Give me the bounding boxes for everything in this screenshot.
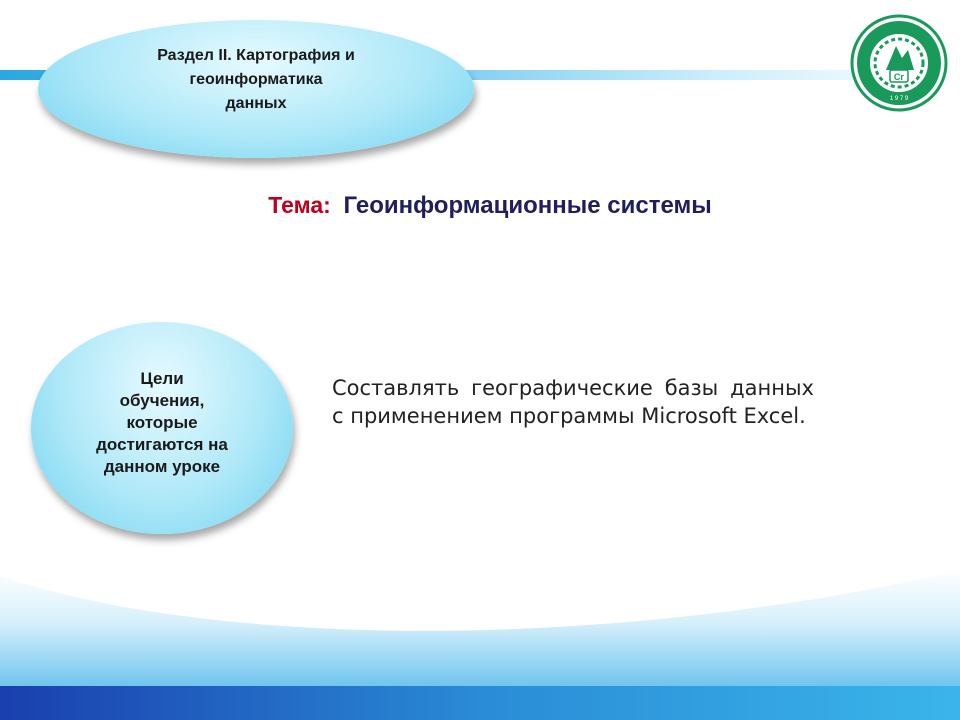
goals-line-3: которые [126,413,198,432]
topic-label: Тема: [268,192,331,218]
topic-title: Геоинформационные системы [343,192,712,219]
college-emblem-icon [850,14,948,112]
emblem-badge: Сг [893,72,905,82]
goals-line-2: обучения, [119,391,205,410]
objective-text: Составлять географические базы данных с применением программы Microsoft Excel. [332,376,814,428]
section-line-1: Раздел II. Картография и [157,47,355,64]
goals-line-4: достигаются на [96,435,228,454]
section-oval [38,20,474,158]
section-line-3: данных [225,95,287,112]
section-line-2: геоинформатика [189,71,323,88]
goals-line-1: Цели [140,369,184,388]
emblem-year: 1 9 7 9 [889,96,909,102]
goals-line-5: данном уроке [103,457,221,476]
footer-wave [0,560,960,720]
learning-goals-oval [31,322,293,534]
topic-heading [0,192,960,220]
